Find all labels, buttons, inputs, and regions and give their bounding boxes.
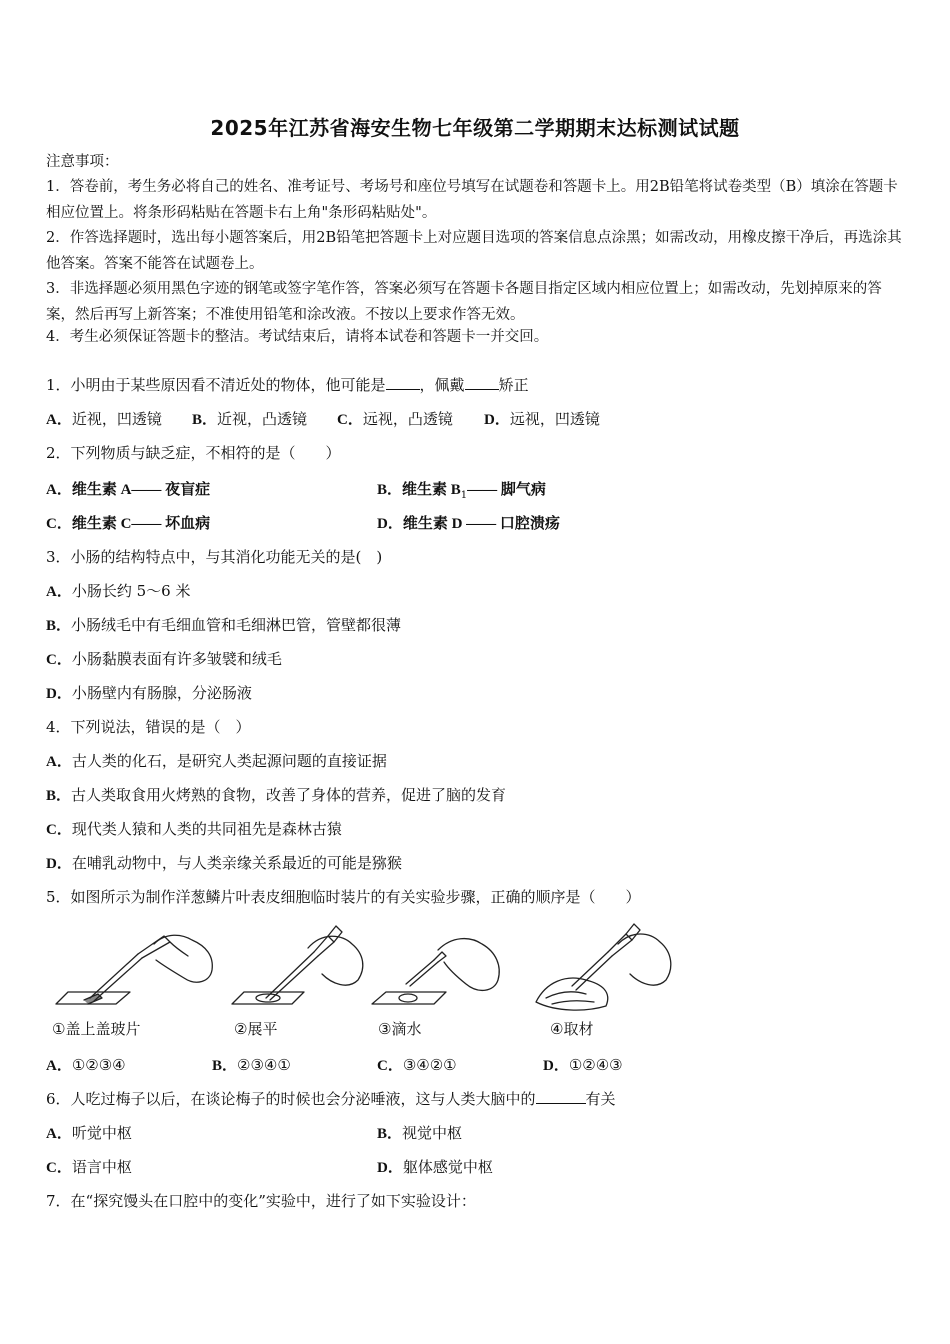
q3-option-d: D．小肠壁内有肠腺，分泌肠液 bbox=[46, 684, 252, 702]
q4-option-a: A．古人类的化石，是研究人类起源问题的直接证据 bbox=[46, 752, 387, 770]
page-title: 2025年江苏省海安生物七年级第二学期期末达标测试试题 bbox=[210, 116, 740, 140]
q2-option-b: B．维生素 $B_1——$ 脚气病 bbox=[377, 482, 546, 501]
figure-caption-1: ①盖上盖玻片 bbox=[52, 1020, 141, 1038]
q6-option-d: D．躯体感觉中枢 bbox=[377, 1158, 493, 1176]
q6-option-b: B．视觉中枢 bbox=[377, 1124, 463, 1142]
microscope-slide-steps-illustration bbox=[46, 922, 686, 1014]
q6-option-c: C．语言中枢 bbox=[46, 1158, 132, 1176]
figure-caption-2: ②展平 bbox=[234, 1020, 278, 1038]
notice-item-1: 1．答卷前，考生务必将自己的姓名、准考证号、考场号和座位号填写在试题卷和答题卡上。用2B铅笔将试卷类型（B）填涂在答题卡相应位置上。将条形码粘贴在答题卡右上角"条形码粘贴处"。 bbox=[46, 179, 898, 221]
step-4-take-material-drawing bbox=[536, 924, 671, 1010]
notice-item-4: 4．考生必须保证答题卡的整洁。考试结束后，请将本试卷和答题卡一并交回。 bbox=[46, 329, 549, 345]
q5-figure bbox=[46, 922, 686, 1052]
step-2-flatten-drawing bbox=[232, 926, 363, 1004]
question-5-stem: 5．如图所示为制作洋葱鳞片叶表皮细胞临时装片的有关实验步骤，正确的顺序是（ ） bbox=[46, 888, 641, 906]
q4-option-c: C．现代类人猿和人类的共同祖先是森林古猿 bbox=[46, 820, 342, 838]
question-4-stem: 4．下列说法，错误的是（ ） bbox=[46, 718, 251, 736]
notice-heading: 注意事项： bbox=[46, 154, 119, 170]
q1-blank-2 bbox=[465, 375, 499, 390]
figure-caption-4: ④取材 bbox=[550, 1020, 594, 1038]
q1-stem-part-a: 1．小明由于某些原因看不清近处的物体，他可能是 bbox=[46, 376, 386, 394]
question-7-stem: 7．在“探究馒头在口腔中的变化”实验中，进行了如下实验设计： bbox=[46, 1192, 476, 1210]
q2-option-a: A．维生素 A—— 夜盲症 bbox=[46, 482, 211, 498]
q3-option-c: C．小肠黏膜表面有许多皱襞和绒毛 bbox=[46, 650, 282, 668]
q5-option-b: B．②③④① bbox=[212, 1056, 291, 1074]
notice-item-2: 2．作答选择题时，选出每小题答案后，用2B铅笔把答题卡上对应题目选项的答案信息点涂黑；如需改动，用橡皮擦干净后，再选涂其他答案。答案不能答在试题卷上。 bbox=[46, 230, 902, 272]
q2-option-d: D．维生素 D —— 口腔溃疡 bbox=[377, 516, 560, 532]
figure-caption-3: ③滴水 bbox=[378, 1020, 422, 1038]
q4-option-d: D．在哺乳动物中，与人类亲缘关系最近的可能是猕猴 bbox=[46, 854, 402, 872]
q1-stem-part-b: ，佩戴 bbox=[419, 376, 465, 394]
step-3-drop-water-drawing bbox=[372, 939, 499, 1004]
q2-option-c: C．维生素 C—— 坏血病 bbox=[46, 516, 211, 532]
q6-stem-part-b: 有关 bbox=[585, 1090, 616, 1108]
q5-option-a: A．①②③④ bbox=[46, 1056, 126, 1074]
q1-blank-1 bbox=[386, 375, 420, 390]
q3-option-a: A．小肠长约 5～6 米 bbox=[46, 582, 191, 600]
q1-option-a: A．近视，凹透镜 bbox=[46, 410, 162, 428]
q1-option-c: C．远视，凸透镜 bbox=[337, 410, 453, 428]
q6-blank bbox=[536, 1089, 586, 1104]
q6-option-a: A．听觉中枢 bbox=[46, 1124, 132, 1142]
question-3-stem: 3．小肠的结构特点中，与其消化功能无关的是( ) bbox=[46, 548, 383, 566]
q4-option-b: B．古人类取食用火烤熟的食物，改善了身体的营养，促进了脑的发育 bbox=[46, 786, 507, 804]
q1-option-d: D．远视，凹透镜 bbox=[484, 410, 600, 428]
step-1-cover-slip-drawing bbox=[56, 935, 212, 1004]
question-2-stem: 2．下列物质与缺乏症，不相符的是（ ） bbox=[46, 444, 341, 462]
q5-option-c: C．③④②① bbox=[377, 1056, 457, 1074]
q1-stem-part-c: 矫正 bbox=[498, 376, 529, 394]
q1-option-b: B．近视，凸透镜 bbox=[192, 410, 308, 428]
notice-item-3: 3．非选择题必须用黑色字迹的钢笔或签字笔作答，答案必须写在答题卡各题目指定区域内相应位置上；如需改动，先划掉原来的答案，然后再写上新答案；不准使用铅笔和涂改液。不按以上要求作答无效。 bbox=[46, 281, 882, 323]
q5-option-d: D．①②④③ bbox=[543, 1056, 623, 1074]
question-6-stem bbox=[46, 1089, 616, 1109]
question-1-stem bbox=[46, 375, 529, 395]
q6-stem-part-a: 6．人吃过梅子以后，在谈论梅子的时候也会分泌唾液，这与人类大脑中的 bbox=[46, 1090, 536, 1108]
q3-option-b: B．小肠绒毛中有毛细血管和毛细淋巴管，管壁都很薄 bbox=[46, 616, 402, 634]
